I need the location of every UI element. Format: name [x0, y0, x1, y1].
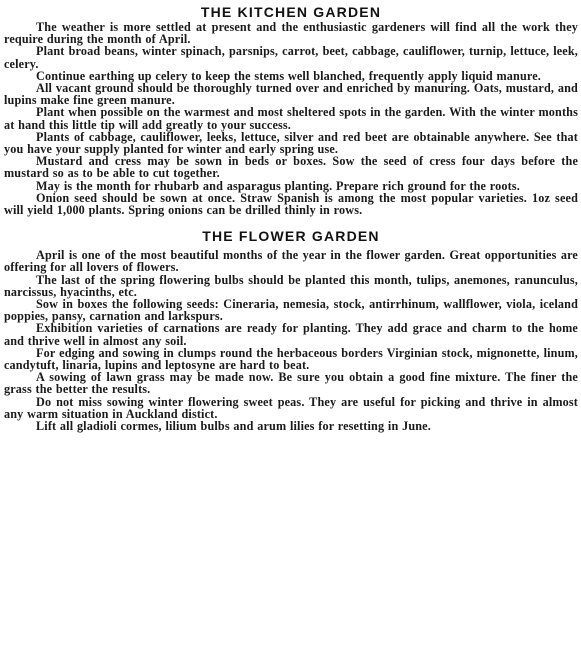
flower-paragraph: A sowing of lawn grass may be made now. Be sure you obtain a good fine mixture. The finer the grass the better the results. — [4, 370, 578, 397]
kitchen-garden-section — [4, 3, 578, 216]
flower-paragraph: Exhibition varieties of carnations are ready for planting. They add grace and charm to the home and thrive well in almost any soil. — [4, 321, 578, 348]
flower-garden-heading: THE FLOWER GARDEN — [202, 228, 380, 245]
kitchen-paragraph: Mustard and cress may be sown in beds or boxes. Sow the seed of cress four days before the mustard so as to be able to cut together. — [4, 154, 578, 181]
kitchen-paragraph: Continue earthing up celery to keep the stems well blanched, frequently apply liquid manure. — [36, 68, 542, 83]
flower-garden-section — [4, 227, 578, 432]
kitchen-paragraph: The weather is more settled at present and the enthusiastic gardeners will find all the work they require during the month of April. — [4, 20, 578, 47]
kitchen-paragraph: All vacant ground should be thoroughly turned over and enriched by manuring. Oats, mustard, and lupins make fine green manure. — [4, 81, 578, 108]
kitchen-paragraph: Onion seed should be sown at once. Straw Spanish is among the most popular varieties. 1oz seed will yield 1,000 plants. Spring onions can be drilled thinly in rows. — [4, 190, 578, 218]
flower-paragraph: Do not miss sowing winter flowering sweet peas. They are useful for picking and thrive in almost any warm situation in Auckland distict. — [4, 394, 578, 421]
kitchen-paragraph: May is the month for rhubarb and asparagus planting. Prepare rich ground for the roots. — [36, 178, 520, 193]
kitchen-paragraph: Plant when possible on the warmest and most sheltered spots in the garden. With the winter months at hand this little tip will add greatly to your success. — [4, 105, 578, 132]
kitchen-paragraph: Plant broad beans, winter spinach, parsnips, carrot, beet, cabbage, cauliflower, turnip, lettuce, leek, celery. — [4, 44, 578, 71]
newspaper-column — [4, 0, 578, 432]
flower-paragraph: April is one of the most beautiful months of the year in the flower garden. Great opportunities are offering for all lovers of flowers. — [4, 248, 578, 275]
flower-paragraph: For edging and sowing in clumps round the herbaceous borders Virginian stock, mignonette, linum, candytuft, linaria, lupins and leptosyne are hard to beat. — [4, 345, 578, 373]
kitchen-garden-heading: THE KITCHEN GARDEN — [200, 4, 382, 20]
flower-paragraph: Lift all gladioli cormes, lilium bulbs and arum lilies for resetting in June. — [36, 419, 431, 434]
flower-paragraph: Sow in boxes the following seeds: Cineraria, nemesia, stock, antirrhinum, wallflower, viola, iceland poppies, pansy, carnation and larkspurs. — [4, 297, 578, 324]
kitchen-paragraph: Plants of cabbage, cauliflower, leeks, lettuce, silver and red beet are obtainable anywhere. See that you have your supply planted for winter and early spring use. — [4, 129, 578, 157]
flower-paragraph: The last of the spring flowering bulbs should be planted this month, tulips, anemones, ranunculus, narcissus, hyacinths, etc. — [4, 272, 578, 299]
